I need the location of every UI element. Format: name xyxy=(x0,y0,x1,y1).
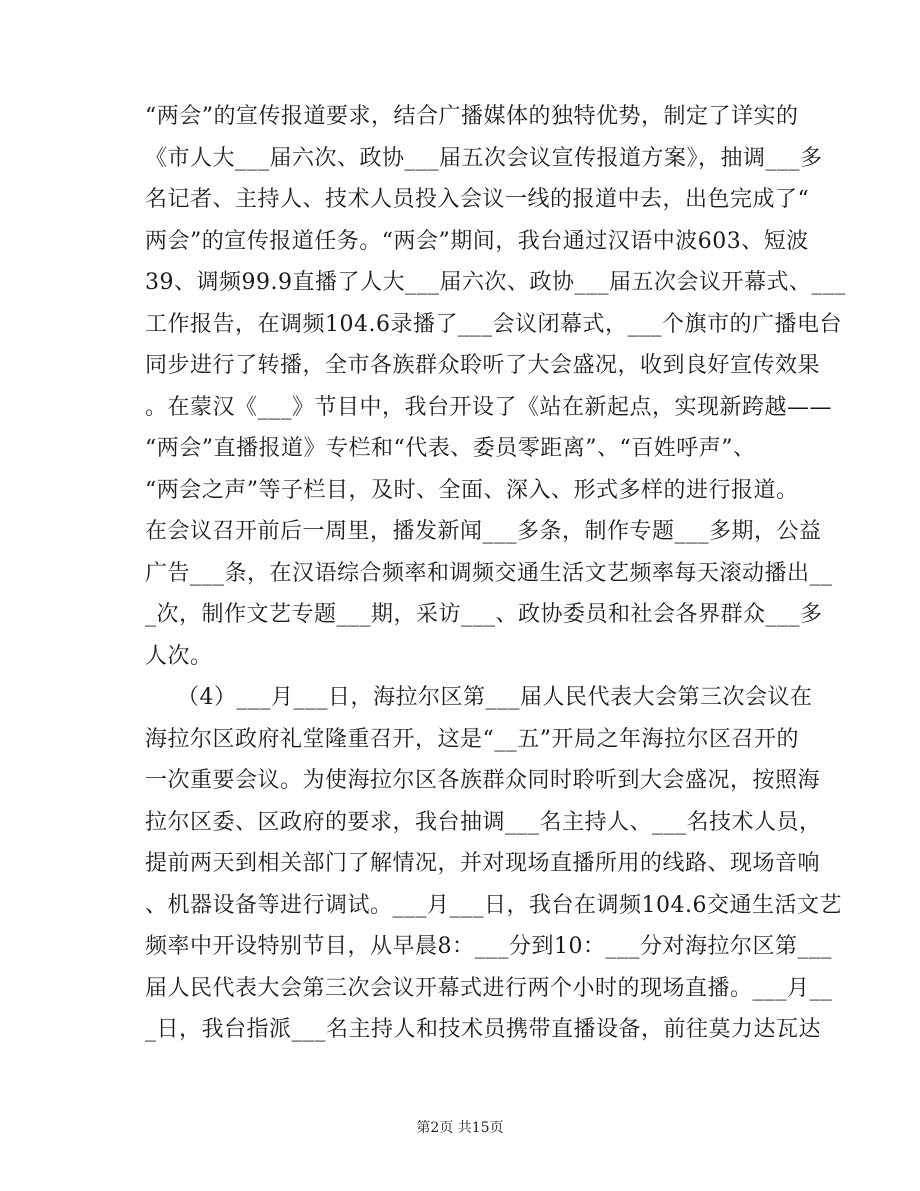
text-line-3: 名记者、主持人、技术人员投入会议一线的报道中去，出色完成了“ xyxy=(145,187,810,212)
text-line-21: 频率中开设特别节目，从早晨8：___分到10：___分对海拉尔区第___ xyxy=(145,934,832,959)
text-line-15: （4）___月___日，海拉尔区第___届人民代表大会第三次会议在 xyxy=(177,685,813,710)
text-line-13: _次，制作文艺专题___期，采访___、政协委员和社会各界群众___多 xyxy=(145,602,823,627)
text-line-17: 一次重要会议。为使海拉尔区各族群众同时聆听到大会盛况，按照海 xyxy=(145,768,821,793)
text-line-14: 人次。 xyxy=(145,644,213,669)
text-line-4: 两会”的宣传报道任务。“两会”期间，我台通过汉语中波603、短波 xyxy=(145,229,809,254)
text-line-12: 广告___条，在汉语综合频率和调频交通生活文艺频率每天滚动播出__ xyxy=(145,561,833,586)
text-line-5: 39、调频99.9直播了人大___届六次、政协___届五次会议开幕式、___ xyxy=(145,270,846,295)
text-line-23: _日，我台指派___名主持人和技术员携带直播设备，前往莫力达瓦达 xyxy=(145,1017,822,1042)
text-line-20: 、机器设备等进行调试。___月___日，我台在调频104.6交通生活文艺 xyxy=(145,893,842,918)
text-line-19: 提前两天到相关部门了解情况，并对现场直播所用的线路、现场音响 xyxy=(145,851,821,876)
text-line-7: 同步进行了转播，全市各族群众聆听了大会盛况，收到良好宣传效果 xyxy=(145,353,821,378)
text-line-2: 《市人大___届六次、政协___届五次会议宣传报道方案》，抽调___多 xyxy=(145,146,823,171)
text-line-1: “两会”的宣传报道要求，结合广播媒体的独特优势，制定了详实的 xyxy=(145,104,799,129)
text-line-16: 海拉尔区政府礼堂隆重召开，这是“__五”开局之年海拉尔区召开的 xyxy=(145,727,799,752)
text-line-18: 拉尔区委、区政府的要求，我台抽调___名主持人、___名技术人员， xyxy=(145,810,822,835)
text-line-8: 。在蒙汉《___》节目中，我台开设了《站在新起点，实现新跨越—— xyxy=(145,395,833,420)
text-line-9: “两会”直播报道》专栏和“代表、委员零距离”、“百姓呼声”、 xyxy=(145,436,756,461)
text-line-22: 届人民代表大会第三次会议开幕式进行两个小时的现场直播。___月__ xyxy=(145,976,833,1001)
text-line-11: 在会议召开前后一周里，播发新闻___多条，制作专题___多期，公益 xyxy=(145,519,822,544)
text-line-10: “两会之声”等子栏目，及时、全面、深入、形式多样的进行报道。 xyxy=(145,478,799,503)
text-line-6: 工作报告，在调频104.6录播了___会议闭幕式，___个旗市的广播电台 xyxy=(145,312,842,337)
page-number: 第2页 共15页 xyxy=(416,1120,504,1136)
